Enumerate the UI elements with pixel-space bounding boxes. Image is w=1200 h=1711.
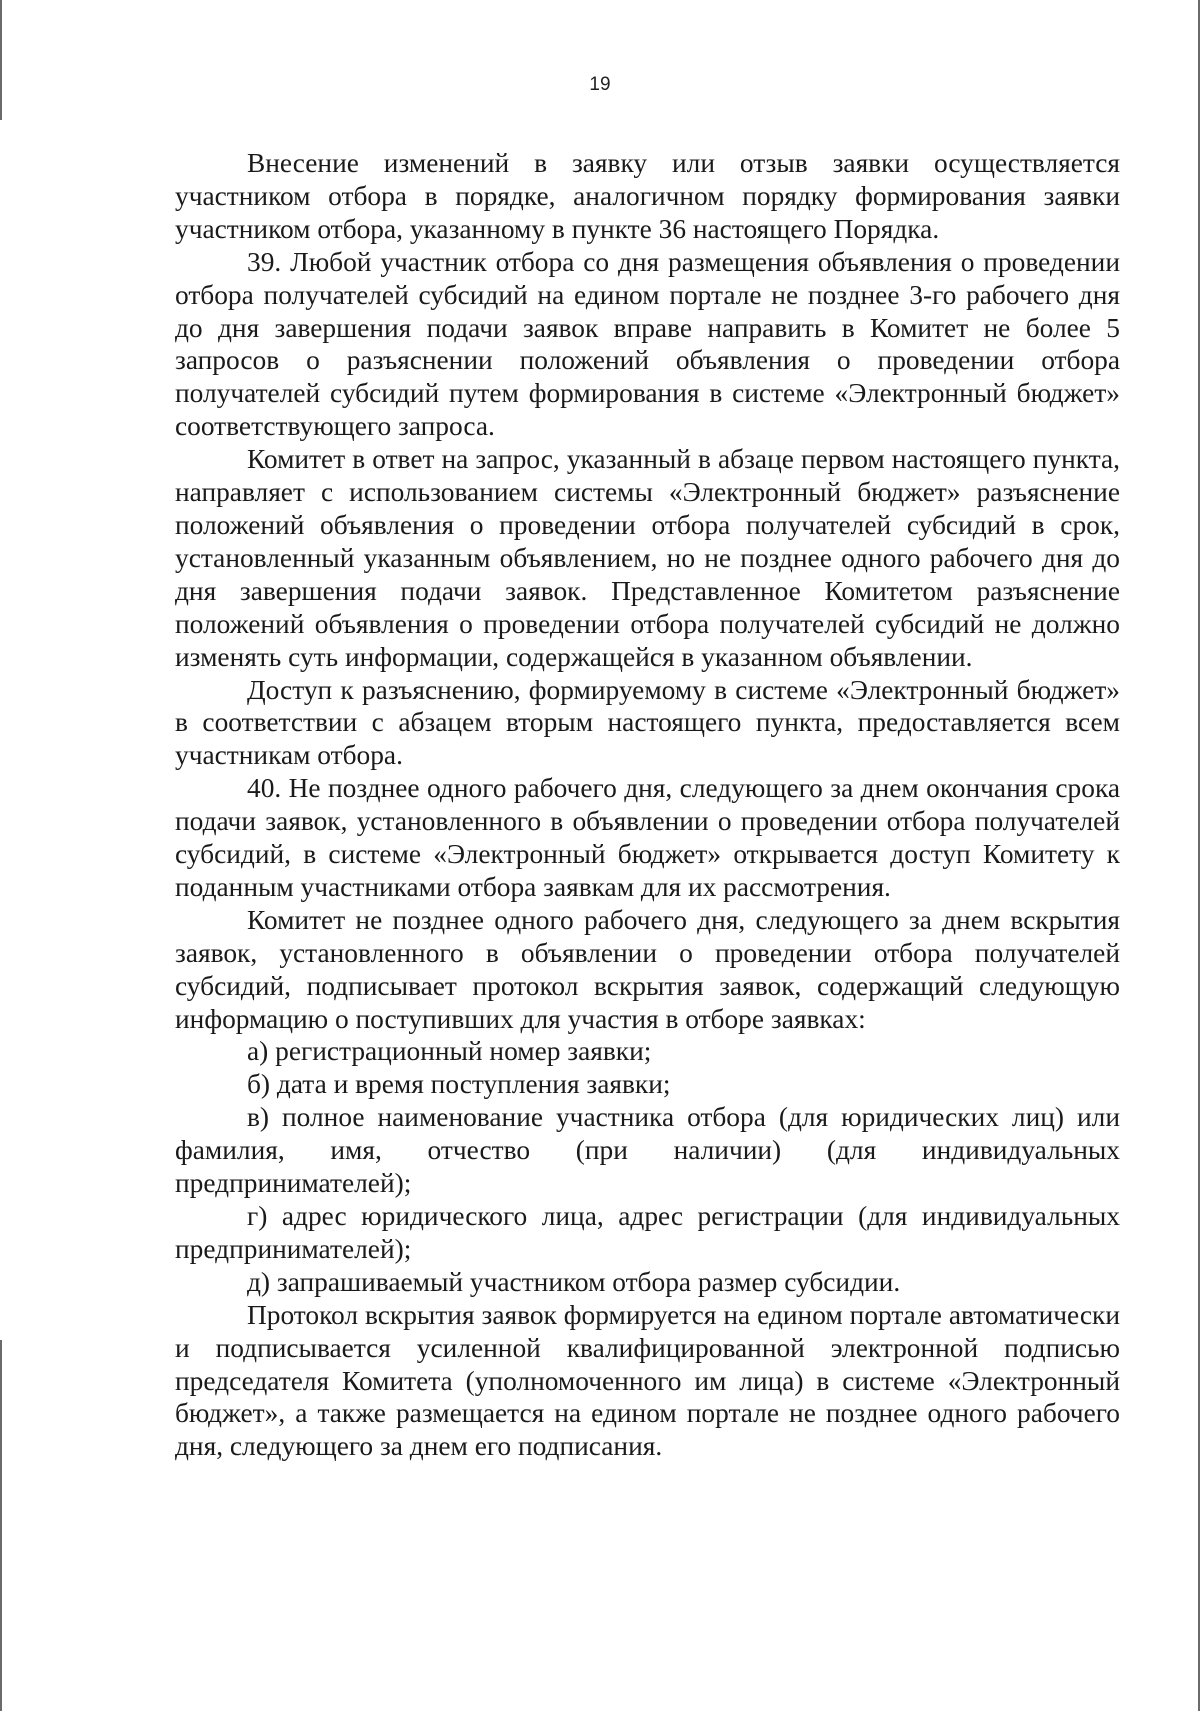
paragraph-clause-39: 39. Любой участник отбора со дня размещения объявления о проведении отбора получателей субсидий на едином портале не позднее 3-го рабочего дня до дня завершения подачи заявок вправе направить в Комитет не более 5 запросов о разъяснении положений объявления о проведении отбора получателей субсидий путем формирования в системе «Электронный бюджет» соответствующего запроса. bbox=[175, 246, 1120, 442]
list-item-v: в) полное наименование участника отбора (для юридических лиц) или фамилия, имя, отчество (при наличии) (для индивидуальных предпринимателей); bbox=[175, 1102, 1120, 1199]
paragraph-opening-protocol: Комитет не позднее одного рабочего дня, следующего за днем вскрытия заявок, установленного в объявлении о проведении отбора получателей субсидий, подписывает протокол вскрытия заявок, содержащий следующую информацию о поступивших для участия в отборе заявках: bbox=[175, 904, 1120, 1034]
paragraph-committee-response: Комитет в ответ на запрос, указанный в абзаце первом настоящего пункта, направляет с использованием системы «Электронный бюджет» разъяснение положений объявления о проведении отбора получателей субсидий в срок, установленный указанным объявлением, но не позднее одного рабочего дня до дня завершения подачи заявок. Представленное Комитетом разъяснение положений объявления о проведении отбора получателей субсидий не должно изменять суть информации, содержащейся в указанном объявлении. bbox=[175, 444, 1120, 672]
document-body bbox=[175, 147, 1120, 1463]
scan-edge-left-top bbox=[0, 0, 2, 120]
page-number: 19 bbox=[589, 74, 611, 95]
paragraph-protocol-signing: Протокол вскрытия заявок формируется на едином портале автоматически и подписывается усиленной квалифицированной электронной подписью председателя Комитета (уполномоченного им лица) в системе «Электронный бюджет», а также размещается на едином портале не позднее одного рабочего дня, следующего за днем его подписания. bbox=[175, 1299, 1120, 1462]
paragraph-amendment: Внесение изменений в заявку или отзыв заявки осуществляется участником отбора в порядке, аналогичном порядку формирования заявки участником отбора, указанному в пункте 36 настоящего Порядка. bbox=[175, 148, 1120, 244]
list-item-d: д) запрашиваемый участником отбора размер субсидии. bbox=[247, 1266, 901, 1297]
list-item-b: б) дата и время поступления заявки; bbox=[247, 1069, 671, 1100]
paragraph-clause-40: 40. Не позднее одного рабочего дня, следующего за днем окончания срока подачи заявок, установленного в объявлении о проведении отбора получателей субсидий, в системе «Электронный бюджет» открывается доступ Комитету к поданным участниками отбора заявкам для их рассмотрения. bbox=[175, 773, 1120, 902]
scan-edge-left-bottom bbox=[0, 1340, 2, 1711]
list-item-a: а) регистрационный номер заявки; bbox=[247, 1036, 652, 1067]
list-item-g: г) адрес юридического лица, адрес регистрации (для индивидуальных предпринимателей); bbox=[175, 1201, 1120, 1264]
paragraph-clarification-access: Доступ к разъяснению, формируемому в системе «Электронный бюджет» в соответствии с абзацем вторым настоящего пункта, предоставляется всем участникам отбора. bbox=[175, 674, 1120, 771]
